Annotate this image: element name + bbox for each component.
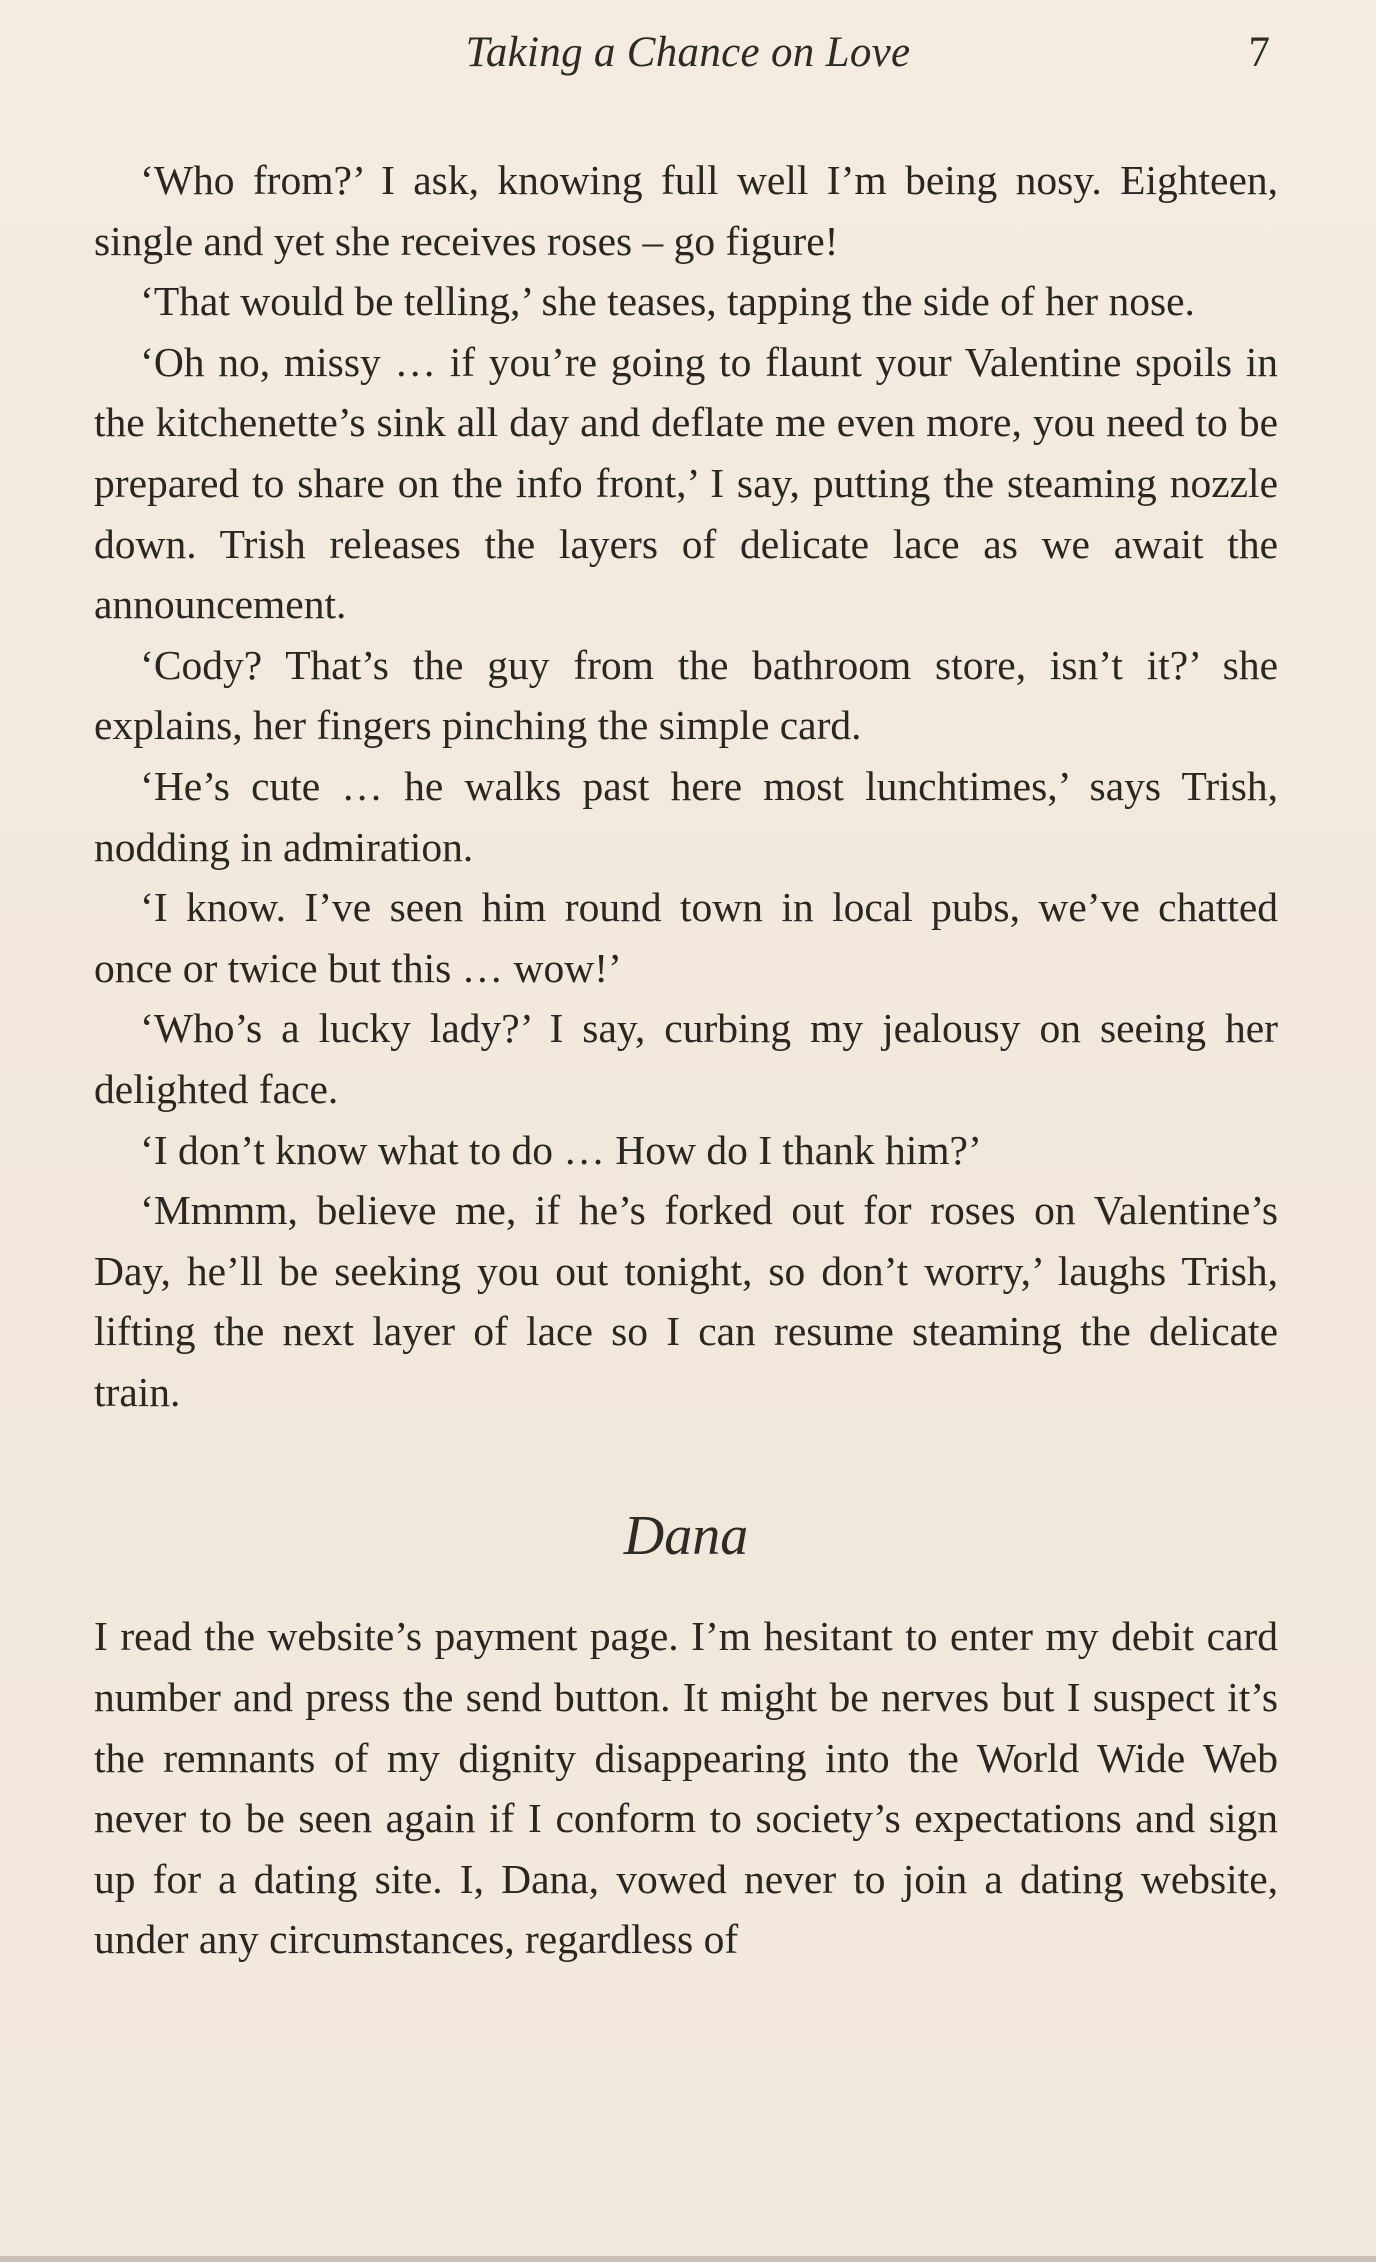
paragraph: ‘Who’s a lucky lady?’ I say, curbing my jealousy on seeing her delighted face.: [94, 1005, 1278, 1112]
paragraph: ‘He’s cute … he walks past here most lunchtimes,’ says Trish, nodding in admiration.: [94, 762, 1278, 870]
paragraph: I read the website’s payment page. I’m hesitant to enter my debit card number and press the send button. It might be nerves but I suspect it’s the remnants of my dignity disappearing into the World Wide Web never to be seen again if I conform to society’s expectations and sign up for a dating site. I, Dana, vowed never to join a dating website, under any circumstances, regardless of: [94, 1613, 1278, 1963]
page-number: 7: [1248, 29, 1270, 76]
page-bottom-edge: [0, 2256, 1376, 2262]
paragraph: ‘I know. I’ve seen him round town in local pubs, we’ve chatted once or twice but this … wow!’: [94, 884, 1278, 991]
paragraph: ‘Cody? That’s the guy from the bathroom store, isn’t it?’ she explains, her fingers pinching the simple card.: [94, 641, 1278, 749]
running-title: Taking a Chance on Love: [465, 29, 911, 76]
paragraph: ‘I don’t know what to do … How do I thank him?’: [140, 1126, 982, 1173]
paragraph: ‘Oh no, missy … if you’re going to flaunt your Valentine spoils in the kitchenette’s sink all day and deflate me even more, you need to be prepared to share on the info front,’ I say, putting the steaming nozzle down. Trish releases the layers of delicate lace as we await the announcement.: [94, 338, 1278, 628]
paragraph: ‘Who from?’ I ask, knowing full well I’m being nosy. Eighteen, single and yet she receives roses – go figure!: [94, 157, 1278, 264]
body-text: [94, 150, 1278, 1970]
section-heading: Dana: [623, 1505, 749, 1568]
running-header: [0, 24, 1376, 84]
paragraph: ‘That would be telling,’ she teases, tapping the side of her nose.: [140, 278, 1195, 325]
paragraph: ‘Mmmm, believe me, if he’s forked out for roses on Valentine’s Day, he’ll be seeking you out tonight, so don’t worry,’ laughs Trish, lifting the next layer of lace so I can resume steaming the delicate train.: [94, 1187, 1278, 1415]
